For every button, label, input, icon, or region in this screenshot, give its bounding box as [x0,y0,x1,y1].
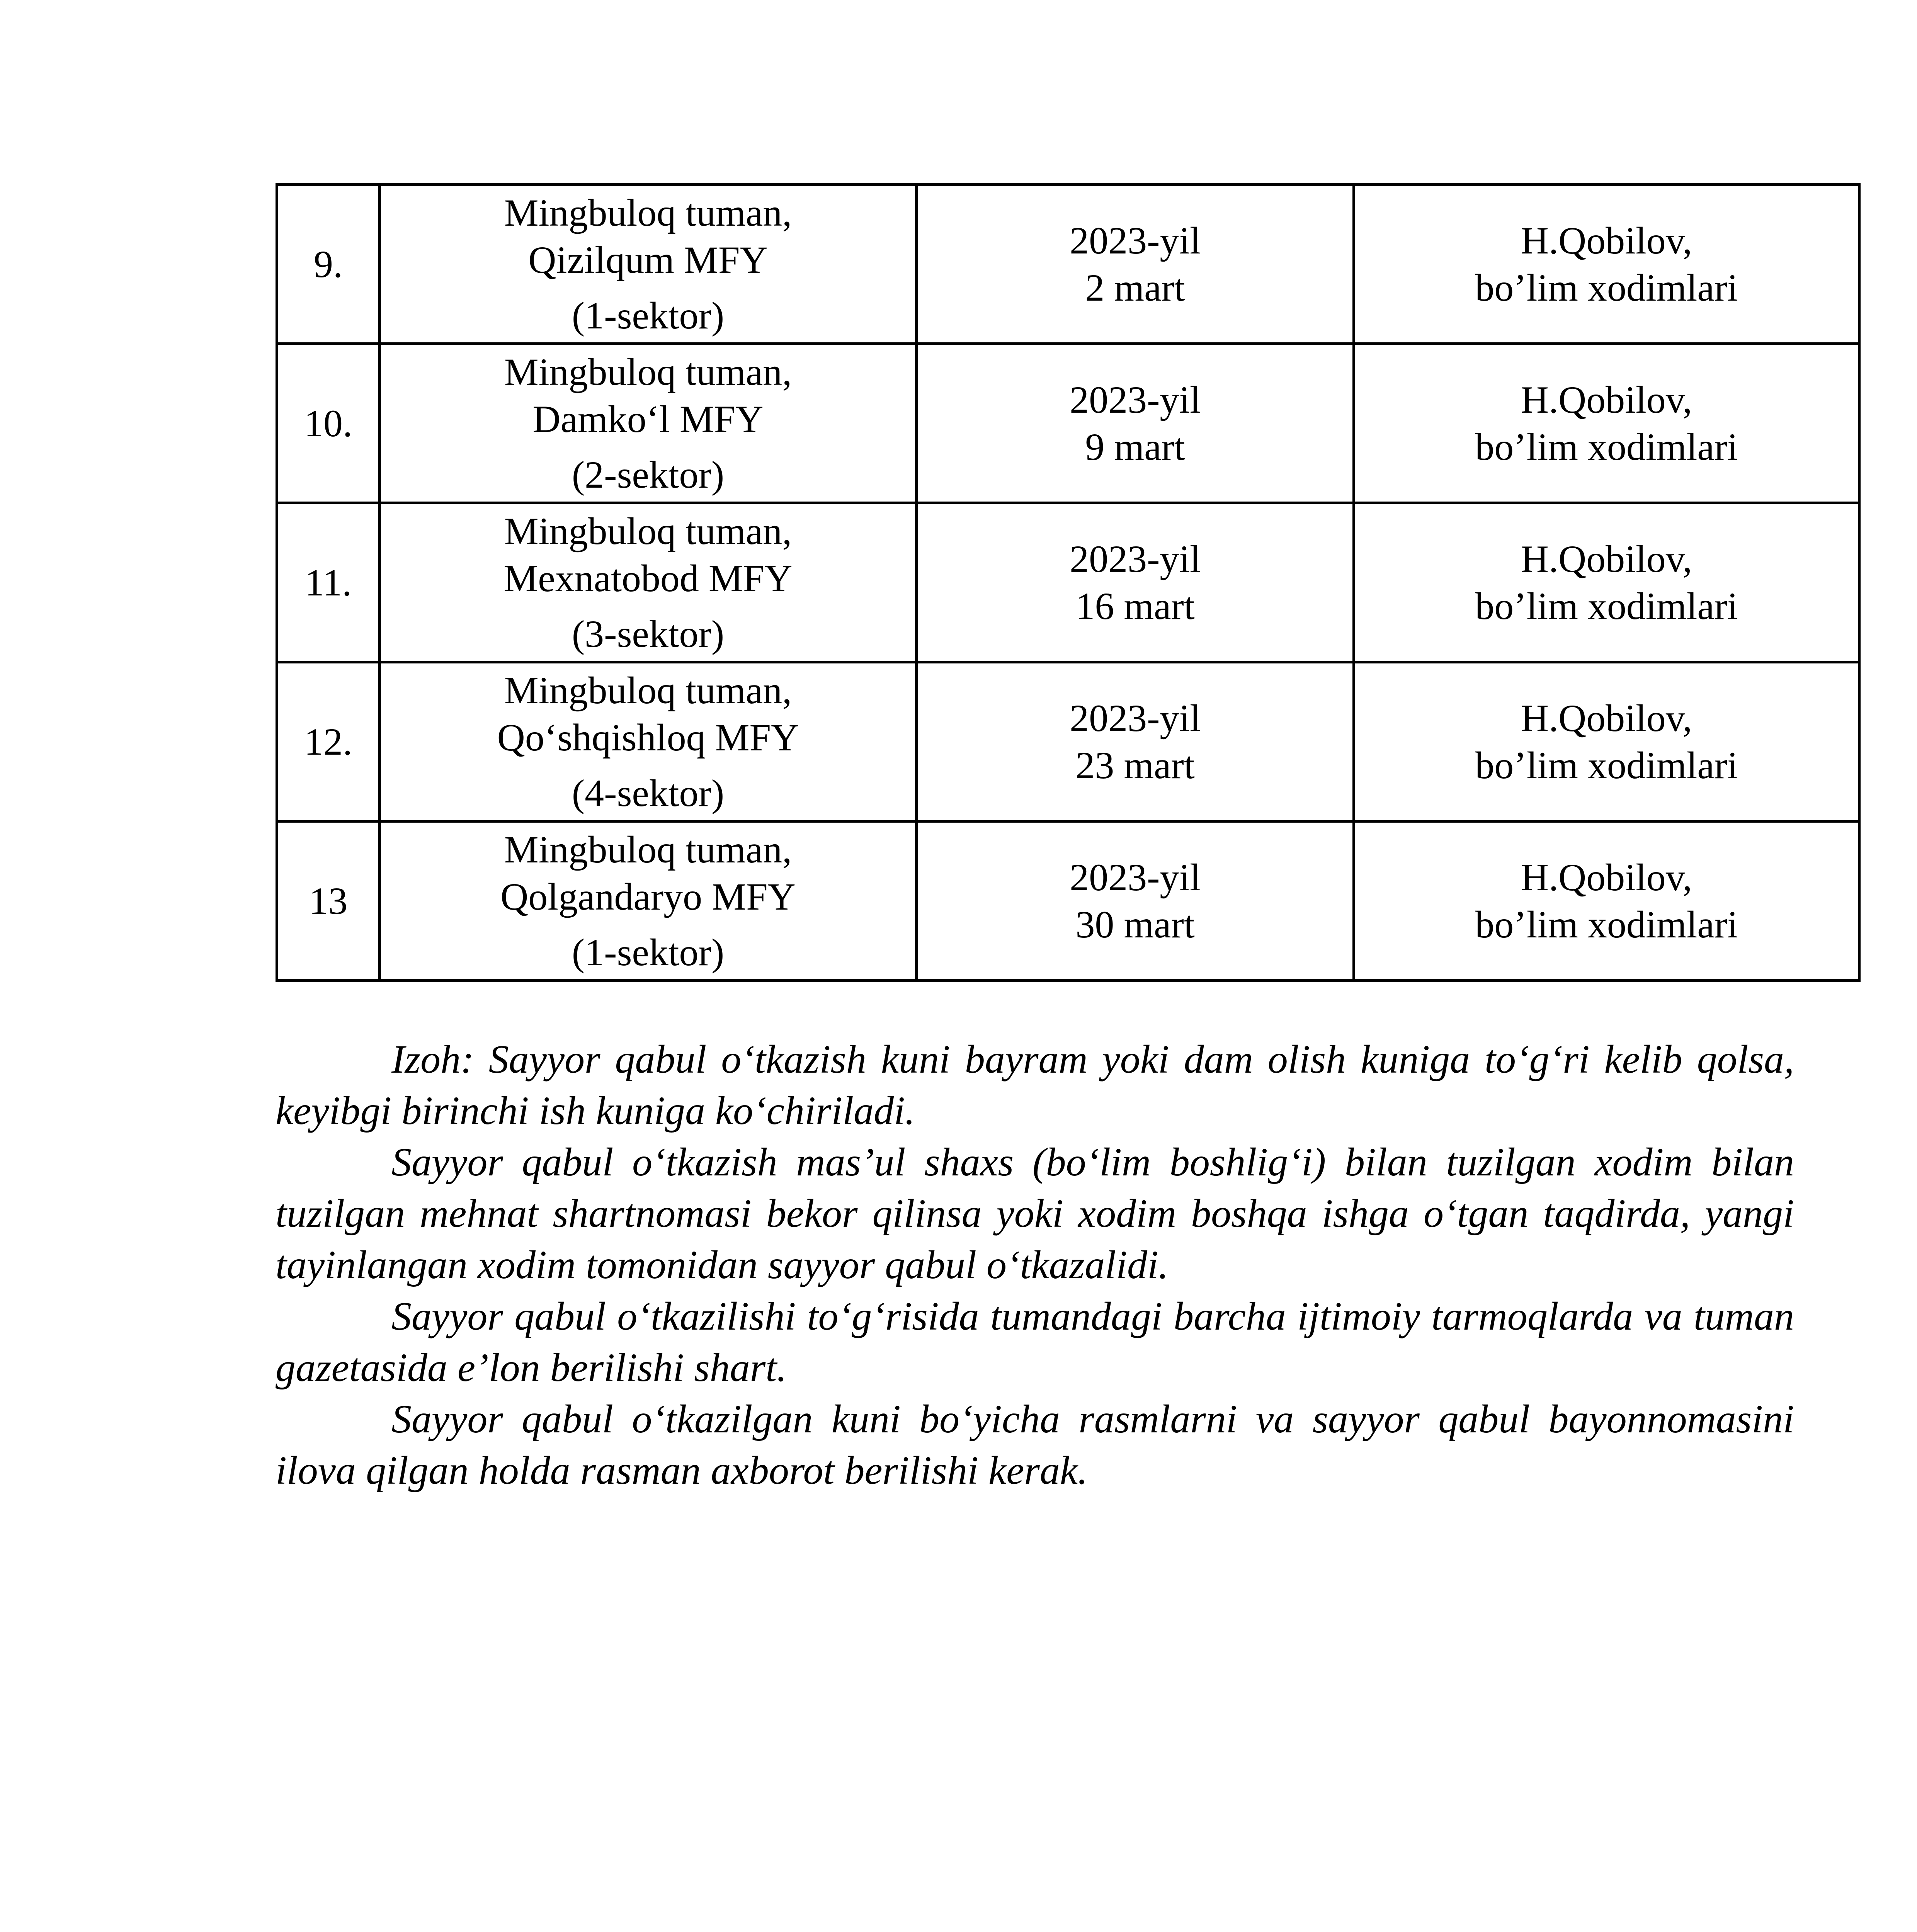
table-row [277,821,1859,981]
sector: (1-sektor) [572,294,725,337]
responsible-name: H.Qobilov, [1521,378,1692,421]
responsible-cell [1354,185,1859,344]
date-cell [917,344,1354,503]
date-year: 2023-yil [1070,855,1201,899]
mahalla: Damko‘l MFY [532,397,764,440]
row-number: 13 [277,821,380,981]
schedule-table [276,183,1861,982]
district: Mingbuloq tuman, [504,191,792,234]
district: Mingbuloq tuman, [504,509,792,553]
mahalla: Qizilqum MFY [528,238,768,281]
row-number: 10. [277,344,380,503]
responsible-staff: bo’lim xodimlari [1475,903,1738,946]
date-year: 2023-yil [1070,696,1201,740]
table-row [277,503,1859,662]
date-day: 9 mart [1085,425,1185,468]
note-paragraph: Sayyor qabul o‘tkazish mas’ul shaxs (bo‘lim boshlig‘i) bilan tuzilgan xodim bilan tuzilgan mehnat shartnomasi bekor qilinsa yoki xodim boshqa ishga o‘tgan taqdirda, yangi tayinlangan xodim tomonidan sayyor qabul o‘tkazalidi. [276,1140,1794,1287]
note-paragraph: Sayyor qabul o‘tkazilishi to‘g‘risida tumandagi barcha ijtimoiy tarmoqlarda va tuman gazetasida e’lon berilishi shart. [276,1294,1794,1390]
row-number: 11. [277,503,380,662]
date-year: 2023-yil [1070,537,1201,580]
district: Mingbuloq tuman, [504,350,792,393]
responsible-cell [1354,662,1859,821]
date-day: 2 mart [1085,266,1185,309]
district: Mingbuloq tuman, [504,828,792,871]
responsible-staff: bo’lim xodimlari [1475,425,1738,468]
responsible-staff: bo’lim xodimlari [1475,743,1738,787]
responsible-name: H.Qobilov, [1521,219,1692,262]
row-number: 12. [277,662,380,821]
date-cell [917,185,1354,344]
mahalla: Mexnatobod MFY [503,556,793,600]
table-row [277,344,1859,503]
responsible-cell [1354,503,1859,662]
responsible-cell [1354,344,1859,503]
responsible-name: H.Qobilov, [1521,855,1692,899]
date-day: 16 mart [1075,584,1195,628]
responsible-name: H.Qobilov, [1521,696,1692,740]
note-paragraph: Sayyor qabul o‘tkazilgan kuni bo‘yicha rasmlarni va sayyor qabul bayonnomasini ilova qilgan holda rasman axborot berilishi kerak. [276,1397,1794,1493]
location-cell [380,662,917,821]
date-year: 2023-yil [1070,219,1201,262]
responsible-name: H.Qobilov, [1521,537,1692,580]
mahalla: Qo‘shqishloq MFY [497,716,799,759]
table-row [277,662,1859,821]
note-paragraph: Izoh: Sayyor qabul o‘tkazish kuni bayram yoki dam olish kuniga to‘g‘ri kelib qolsa, keyibgi birinchi ish kuniga ko‘chiriladi. [276,1037,1794,1133]
mahalla: Qolgandaryo MFY [500,875,796,918]
date-cell [917,662,1354,821]
location-cell [380,344,917,503]
date-cell [917,503,1354,662]
table-row [277,185,1859,344]
sector: (1-sektor) [572,930,725,974]
responsible-staff: bo’lim xodimlari [1475,584,1738,628]
date-day: 30 mart [1075,903,1195,946]
location-cell [380,503,917,662]
date-cell [917,821,1354,981]
notes-section [276,1034,1794,1496]
sector: (3-sektor) [572,612,725,655]
location-cell [380,185,917,344]
row-number: 9. [277,185,380,344]
date-year: 2023-yil [1070,378,1201,421]
responsible-staff: bo’lim xodimlari [1475,266,1738,309]
sector: (2-sektor) [572,453,725,496]
district: Mingbuloq tuman, [504,668,792,712]
location-cell [380,821,917,981]
responsible-cell [1354,821,1859,981]
date-day: 23 mart [1075,743,1195,787]
sector: (4-sektor) [572,771,725,815]
